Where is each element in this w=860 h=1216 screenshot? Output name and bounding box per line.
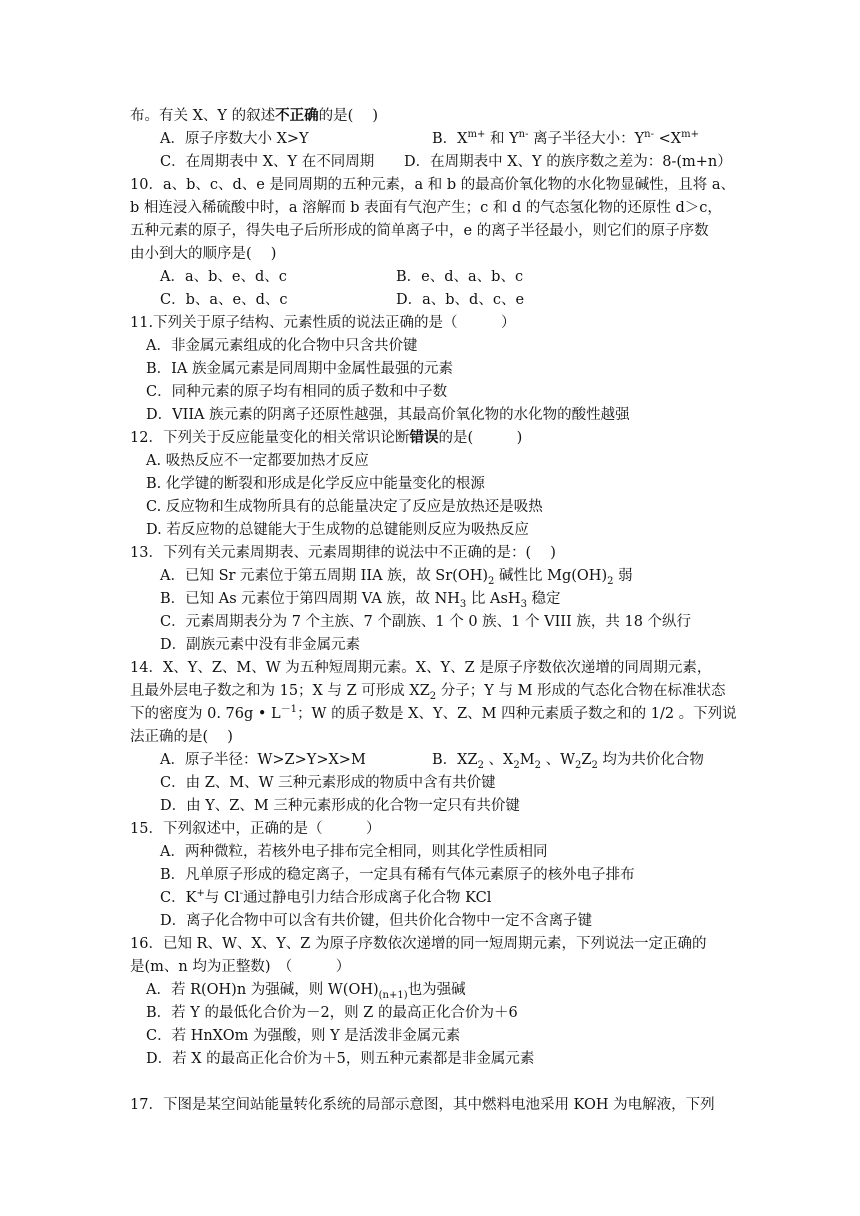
q11-option-c: C．同种元素的原子均有相同的质子数和中子数: [146, 384, 448, 400]
q9-option-a: A．原子序数大小 X>Y: [160, 131, 309, 147]
q16-option-c: C．若 HnXOm 为强酸，则 Y 是活泼非金属元素: [146, 1028, 461, 1044]
q13-option-c: C．元素周期表分为 7 个主族、7 个副族、1 个 0 族、1 个 VIII 族，共 18 个纵行: [160, 614, 692, 630]
q12-option-b: B. 化学键的断裂和形成是化学反应中能量变化的根源: [146, 476, 485, 492]
q10-stem-line4: 由小到大的顺序是( ): [130, 246, 277, 262]
q16-stem-line1: 16．已知 R、W、X、Y、Z 为原子序数依次递增的同一短周期元素，下列说法一定正确的: [130, 936, 707, 952]
q14-option-b: B．$XZ_2$ 、$X_2M_2$ 、$W_2Z_2$ 均为共价化合物: [432, 752, 704, 771]
q10-option-b: B．e、d、a、b、c: [396, 269, 524, 285]
q15-option-c: C．K+与 Cl-通过静电引力结合形成离子化合物 KCl: [160, 888, 492, 906]
q11-stem: 11.下列关于原子结构、元素性质的说法正确的是（ ）: [130, 315, 516, 331]
q10-option-c: C．b、a、e、d、c: [160, 292, 288, 308]
q17-stem-line1: 17．下图是某空间站能量转化系统的局部示意图，其中燃料电池采用 KOH 为电解液，下列: [130, 1097, 715, 1113]
q16-option-a: A．若 R(OH)n 为强碱，则 $W(OH)_{(n+1)}$也为强碱: [146, 982, 466, 1001]
q12-option-a: A. 吸热反应不一定都要加热才反应: [146, 453, 369, 469]
q13-option-d: D．副族元素中没有非金属元素: [160, 637, 361, 653]
q14-stem-line2: 且最外层电子数之和为 15；X 与 Z 可形成 $XZ_2$ 分子；Y 与 M 形成的气态化合物在标准状态: [130, 683, 726, 702]
q14-stem-line3: 下的密度为 0. 76g • $L^{-1}$；W 的质子数是 X、Y、Z、M 四种元素质子数之和的 1/2 。下列说: [130, 704, 737, 722]
q16-option-b: B．若 Y 的最低化合价为－2，则 Z 的最高正化合价为＋6: [146, 1005, 518, 1021]
q9-option-b: B．$X^{m+}$ 和 $Y^{n-}$ 离子半径大小：$Y^{n-} <X^{m+}$: [432, 129, 699, 147]
q12-option-c: C. 反应物和生成物所具有的总能量决定了反应是放热还是吸热: [146, 499, 543, 515]
q14-option-c: C．由 Z、M、W 三种元素形成的物质中含有共价键: [160, 775, 496, 791]
q10-stem-line2: b 相连浸入稀硫酸中时，a 溶解而 b 表面有气泡产生；c 和 d 的气态氢化物的还原性 d＞c，: [130, 200, 722, 216]
q14-option-a: A．原子半径：W>Z>Y>X>M: [160, 752, 366, 768]
q14-stem-line1: 14．X、Y、Z、M、W 为五种短周期元素。X、Y、Z 是原子序数依次递增的同周期元素，: [130, 660, 712, 676]
q10-stem-line1: 10．a、b、c、d、e 是同周期的五种元素，a 和 b 的最高价氧化物的水化物显碱性，且将 a、: [130, 177, 735, 193]
q16-option-d: D．若 X 的最高正化合价为＋5，则五种元素都是非金属元素: [146, 1051, 535, 1067]
q10-option-a: A．a、b、e、d、c: [160, 269, 287, 285]
q10-option-d: D．a、b、d、c、e: [396, 292, 525, 308]
q9-stem: 布。有关 X、Y 的叙述不正确的是( ): [130, 107, 379, 124]
q15-option-d: D．离子化合物中可以含有共价键，但共价化合物中一定不含离子键: [160, 913, 593, 929]
q16-stem-line2: 是(m、n 均为正整数) （ ）: [130, 959, 351, 975]
q9-option-c: C．在周期表中 X、Y 在不同周期: [160, 154, 375, 170]
q11-option-b: B．IA 族金属元素是同周期中金属性最强的元素: [146, 361, 453, 377]
q15-option-b: B．凡单原子形成的稳定离子，一定具有稀有气体元素原子的核外电子排布: [160, 867, 635, 883]
q13-option-a: A．已知 Sr 元素位于第五周期 IIA 族，故 $Sr(OH)_2$ 碱性比 $Mg(OH)_2$ 弱: [160, 568, 633, 587]
q15-option-a: A．两种微粒，若核外电子排布完全相同，则其化学性质相同: [160, 844, 548, 860]
q11-option-a: A．非金属元素组成的化合物中只含共价键: [146, 338, 418, 354]
q12-option-d: D. 若反应物的总键能大于生成物的总键能则反应为吸热反应: [146, 522, 529, 538]
q12-stem: 12．下列关于反应能量变化的相关常识论断错误的是( ): [130, 429, 523, 446]
q11-option-d: D．VIIA 族元素的阴离子还原性越强，其最高价氧化物的水化物的酸性越强: [146, 407, 630, 423]
q13-stem: 13．下列有关元素周期表、元素周期律的说法中不正确的是：( ): [130, 545, 556, 561]
q10-stem-line3: 五种元素的原子，得失电子后所形成的简单离子中，e 的离子半径最小，则它们的原子序数: [130, 223, 709, 239]
q13-option-b: B．已知 As 元素位于第四周期 VA 族，故 $NH_3$ 比 AsH$_3$ 稳定: [160, 591, 561, 610]
q15-stem: 15．下列叙述中，正确的是（ ）: [130, 821, 381, 837]
q14-option-d: D．由 Y、Z、M 三种元素形成的化合物一定只有共价键: [160, 798, 520, 814]
q9-option-d: D．在周期表中 X、Y 的族序数之差为：8-(m+n）: [404, 154, 732, 170]
q14-stem-line4: 法正确的是( ): [130, 729, 233, 745]
